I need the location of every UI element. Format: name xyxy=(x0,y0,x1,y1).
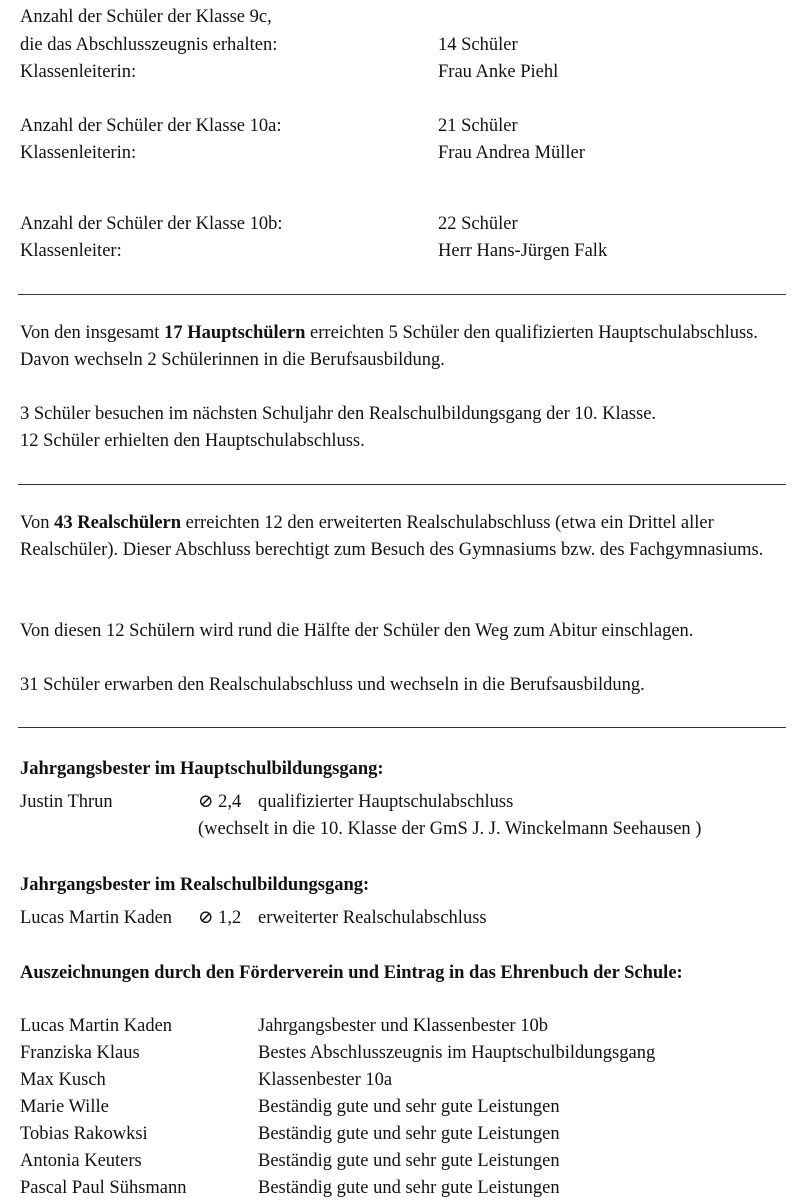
best-real-heading: Jahrgangsbester im Realschulbildungsgang: xyxy=(20,875,370,895)
class-10b-line1: Anzahl der Schüler der Klasse 10b: xyxy=(20,214,283,234)
award-reason: Beständig gute und sehr gute Leistungen xyxy=(258,1178,560,1198)
award-name: Pascal Paul Sühsmann xyxy=(20,1178,187,1198)
award-reason: Beständig gute und sehr gute Leistungen xyxy=(258,1151,560,1171)
class-10a-teacher: Frau Andrea Müller xyxy=(438,143,585,163)
class-9c-line1: Anzahl der Schüler der Klasse 9c, xyxy=(20,7,272,27)
awards-heading: Auszeichnungen durch den Förderverein und Eintrag in das Ehrenbuch der Schule: xyxy=(20,963,683,983)
best-haupt-note: (wechselt in die 10. Klasse der GmS J. J. Winckelmann Seehausen ) xyxy=(198,819,702,839)
class-9c-teacher-label: Klassenleiterin: xyxy=(20,62,137,82)
class-10a-count: 21 Schüler xyxy=(438,116,518,136)
realschule-text-post: erreichten 12 den erweiterten Realschulabschluss (etwa ein Drittel aller Realschüler). Dieser Abschluss berechtigt zum Besuch des Gymnasiums bzw. des Fachgymnasiums. xyxy=(20,513,764,560)
hauptschule-text-pre: Von den insgesamt xyxy=(20,323,165,343)
award-reason: Jahrgangsbester und Klassenbester 10b xyxy=(258,1016,548,1036)
award-reason: Bestes Abschlusszeugnis im Hauptschulbildungsgang xyxy=(258,1043,656,1063)
award-name: Antonia Keuters xyxy=(20,1151,142,1171)
best-haupt-grade: ⊘ 2,4 xyxy=(198,792,242,812)
hauptschule-count-bold: 17 Hauptschülern xyxy=(164,323,306,343)
award-name: Marie Wille xyxy=(20,1097,109,1117)
realschule-text-pre: Von xyxy=(20,513,55,533)
best-real-grade: ⊘ 1,2 xyxy=(198,908,242,928)
realschule-abitur-paragraph: Von diesen 12 Schülern wird rund die Hälfte der Schüler den Weg zum Abitur einschlagen. xyxy=(20,621,694,641)
divider xyxy=(18,484,786,485)
class-10b-teacher-label: Klassenleiter: xyxy=(20,241,122,261)
divider xyxy=(18,294,786,295)
class-9c-count: 14 Schüler xyxy=(438,35,518,55)
award-reason: Beständig gute und sehr gute Leistungen xyxy=(258,1097,560,1117)
award-name: Max Kusch xyxy=(20,1070,106,1090)
best-real-name: Lucas Martin Kaden xyxy=(20,908,173,928)
award-reason: Beständig gute und sehr gute Leistungen xyxy=(258,1124,560,1144)
award-name: Lucas Martin Kaden xyxy=(20,1016,173,1036)
hauptschule-line-abschluss: 12 Schüler erhielten den Hauptschulabschluss. xyxy=(20,431,365,451)
best-haupt-name: Justin Thrun xyxy=(20,792,113,812)
divider xyxy=(18,727,786,728)
class-10b-teacher: Herr Hans-Jürgen Falk xyxy=(438,241,608,261)
best-haupt-heading: Jahrgangsbester im Hauptschulbildungsgang: xyxy=(20,759,384,779)
award-name: Tobias Rakowksi xyxy=(20,1124,148,1144)
class-10b-count: 22 Schüler xyxy=(438,214,518,234)
hauptschule-line-realschulgang: 3 Schüler besuchen im nächsten Schuljahr den Realschulbildungsgang der 10. Klasse. xyxy=(20,404,657,424)
class-10a-teacher-label: Klassenleiterin: xyxy=(20,143,137,163)
best-haupt-result: qualifizierter Hauptschulabschluss xyxy=(258,792,514,812)
class-10a-line1: Anzahl der Schüler der Klasse 10a: xyxy=(20,116,282,136)
realschule-paragraph-1 xyxy=(20,510,780,564)
class-9c-line2: die das Abschlusszeugnis erhalten: xyxy=(20,35,278,55)
award-reason: Klassenbester 10a xyxy=(258,1070,393,1090)
award-name: Franziska Klaus xyxy=(20,1043,140,1063)
hauptschule-paragraph-1 xyxy=(20,320,780,374)
best-real-result: erweiterter Realschulabschluss xyxy=(258,908,487,928)
hauptschule-text-post: erreichten 5 Schüler den qualifizierten Hauptschulabschluss. Davon wechseln 2 Schülerinnen in die Berufsausbildung. xyxy=(20,323,758,370)
realschule-line-berufsausbildung: 31 Schüler erwarben den Realschulabschluss und wechseln in die Berufsausbildung. xyxy=(20,675,645,695)
class-9c-teacher: Frau Anke Piehl xyxy=(438,62,559,82)
realschule-count-bold: 43 Realschülern xyxy=(54,513,182,533)
